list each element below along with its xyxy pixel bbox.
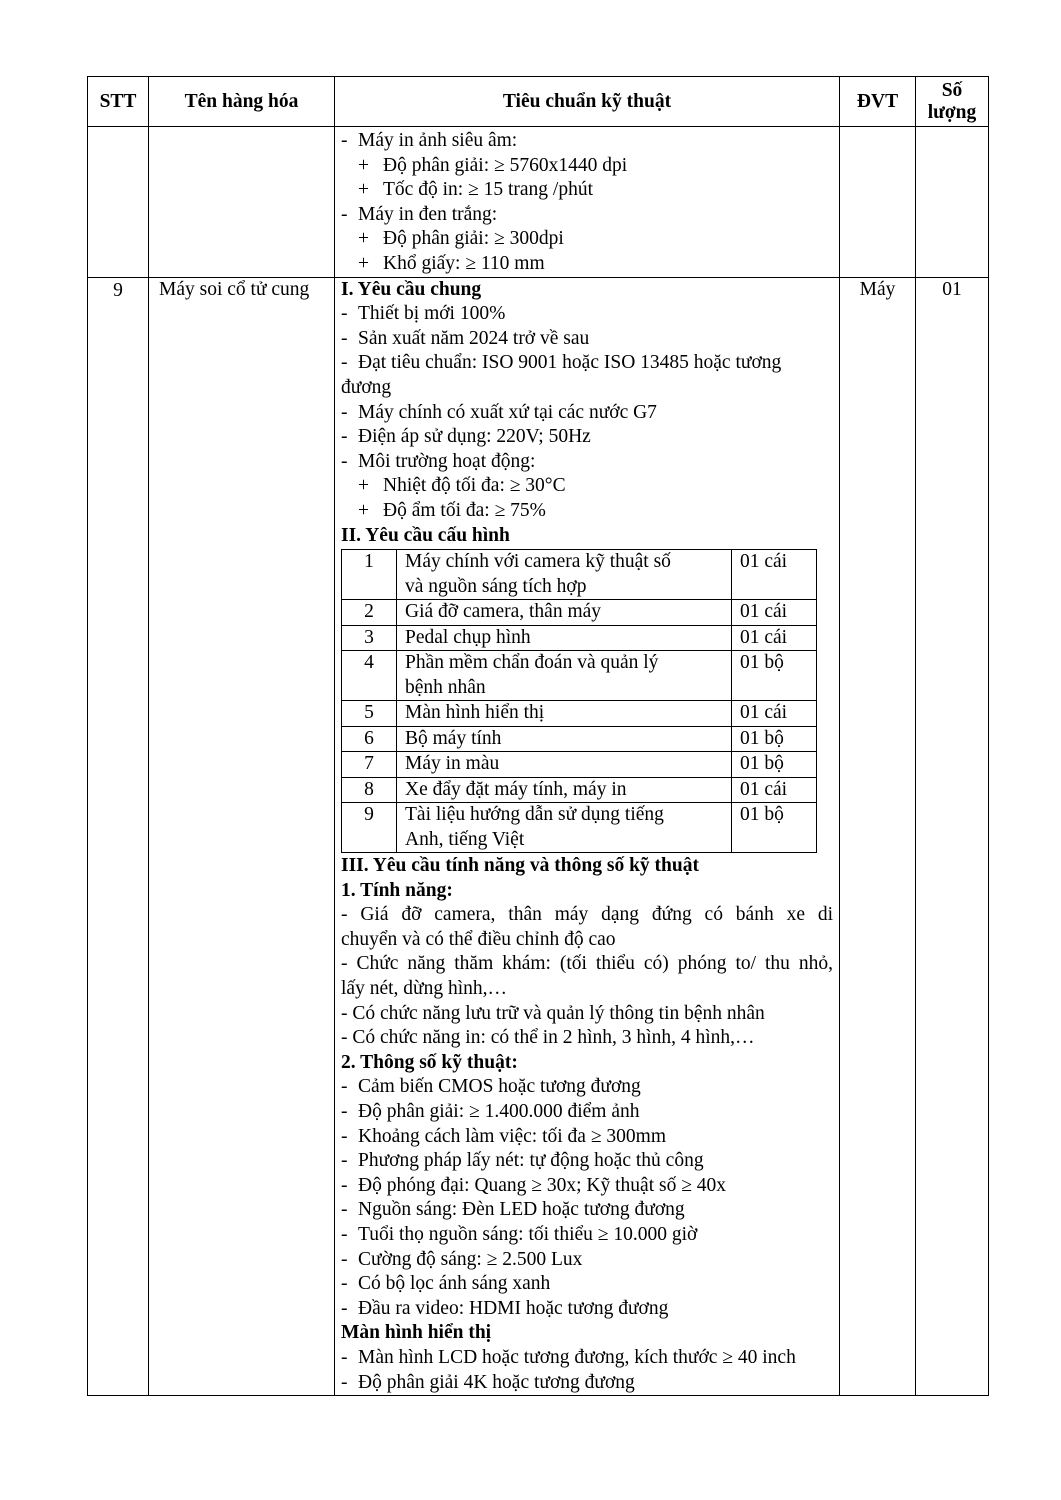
spec-table bbox=[87, 76, 989, 1396]
config-row bbox=[342, 752, 817, 778]
spec-line: - Đầu ra video: HDMI hoặc tương đương bbox=[341, 1297, 669, 1319]
config-item bbox=[397, 600, 732, 626]
header-qty-line2: lượng bbox=[927, 101, 977, 123]
feature-line: - Có chức năng lưu trữ và quản lý thông tin bệnh nhân bbox=[341, 1002, 765, 1024]
spec-line: - Máy in ảnh siêu âm: bbox=[341, 130, 518, 151]
feature-line: - Giá đỡ camera, thân máy dạng đứng có bánh xe di bbox=[341, 904, 833, 926]
config-item-line1: Tài liệu hướng dẫn sử dụng tiếng bbox=[405, 804, 664, 826]
section-title: I. Yêu cầu chung bbox=[341, 278, 482, 300]
config-item-line1: Màn hình hiển thị bbox=[405, 702, 545, 724]
config-row bbox=[342, 803, 817, 853]
spec-line: + Độ phân giải: ≥ 300dpi bbox=[358, 228, 564, 250]
feature-line-cont: chuyển và có thể điều chỉnh độ cao bbox=[341, 928, 616, 950]
config-item-line1: Giá đỡ camera, thân máy bbox=[405, 601, 602, 623]
spec-line: + Độ ẩm tối đa: ≥ 75% bbox=[358, 499, 546, 521]
header-name: Tên hàng hóa bbox=[149, 77, 335, 127]
config-qty: 01 bộ bbox=[732, 752, 817, 778]
config-item-line2: bệnh nhân bbox=[405, 676, 486, 698]
config-item-line1: Pedal chụp hình bbox=[405, 626, 531, 648]
header-unit: ĐVT bbox=[840, 77, 916, 127]
config-item bbox=[397, 726, 732, 752]
spec-line: - Phương pháp lấy nét: tự động hoặc thủ công bbox=[341, 1150, 704, 1172]
header-row bbox=[88, 77, 989, 127]
config-item bbox=[397, 625, 732, 651]
spec-line: - Thiết bị mới 100% bbox=[341, 303, 506, 325]
config-item-line1: Bộ máy tính bbox=[405, 727, 502, 749]
subsection-title: 2. Thông số kỹ thuật: bbox=[341, 1051, 518, 1073]
config-qty: 01 bộ bbox=[732, 726, 817, 752]
config-item-line1: Máy chính với camera kỹ thuật số bbox=[405, 551, 671, 573]
item-spec-cell bbox=[335, 277, 840, 1396]
spec-line: - Nguồn sáng: Đèn LED hoặc tương đương bbox=[341, 1199, 685, 1221]
config-qty: 01 bộ bbox=[732, 651, 817, 701]
config-qty: 01 cái bbox=[732, 550, 817, 600]
continuation-row bbox=[88, 127, 989, 278]
spec-line: - Sản xuất năm 2024 trở về sau bbox=[341, 327, 590, 349]
header-qty-line1: Số bbox=[941, 79, 963, 101]
config-qty: 01 cái bbox=[732, 777, 817, 803]
config-item-line2: Anh, tiếng Việt bbox=[405, 828, 525, 850]
feature-line: - Chức năng thăm khám: (tối thiểu có) phóng to/ thu nhỏ, bbox=[341, 953, 833, 975]
config-no: 4 bbox=[342, 651, 397, 701]
config-row bbox=[342, 600, 817, 626]
config-no: 3 bbox=[342, 625, 397, 651]
config-no: 5 bbox=[342, 701, 397, 727]
subsection-title: 1. Tính năng: bbox=[341, 879, 453, 901]
config-item-line1: Xe đẩy đặt máy tính, máy in bbox=[405, 778, 627, 800]
config-row bbox=[342, 701, 817, 727]
config-no: 8 bbox=[342, 777, 397, 803]
config-row bbox=[342, 550, 817, 600]
spec-line: - Có bộ lọc ánh sáng xanh bbox=[341, 1273, 551, 1295]
section-title: III. Yêu cầu tính năng và thông số kỹ thuật bbox=[341, 855, 699, 877]
config-no: 6 bbox=[342, 726, 397, 752]
spec-line: - Độ phân giải 4K hoặc tương đương bbox=[341, 1371, 635, 1393]
spec-line: + Nhiệt độ tối đa: ≥ 30°C bbox=[358, 475, 566, 497]
spec-line: - Khoảng cách làm việc: tối đa ≥ 300mm bbox=[341, 1125, 666, 1147]
item-unit: Máy bbox=[840, 277, 916, 1396]
config-qty: 01 cái bbox=[732, 600, 817, 626]
config-item bbox=[397, 701, 732, 727]
config-no: 2 bbox=[342, 600, 397, 626]
config-no: 7 bbox=[342, 752, 397, 778]
spec-line: - Cảm biến CMOS hoặc tương đương bbox=[341, 1076, 641, 1098]
section-title: II. Yêu cầu cấu hình bbox=[341, 524, 510, 546]
spec-line: - Tuổi thọ nguồn sáng: tối thiểu ≥ 10.000 giờ bbox=[341, 1224, 698, 1245]
header-spec: Tiêu chuẩn kỹ thuật bbox=[335, 77, 840, 127]
config-qty: 01 bộ bbox=[732, 803, 817, 853]
spec-line: - Màn hình LCD hoặc tương đương, kích thước ≥ 40 inch bbox=[341, 1346, 796, 1368]
continuation-spec-cell bbox=[335, 127, 840, 278]
item-stt: 9 bbox=[88, 277, 149, 1396]
header-qty bbox=[916, 77, 989, 127]
item-name: Máy soi cổ tử cung bbox=[149, 277, 335, 1396]
config-item bbox=[397, 651, 732, 701]
config-qty: 01 cái bbox=[732, 701, 817, 727]
config-row bbox=[342, 651, 817, 701]
spec-line: - Cường độ sáng: ≥ 2.500 Lux bbox=[341, 1248, 583, 1270]
header-stt: STT bbox=[88, 77, 149, 127]
spec-line-cont: đương bbox=[341, 376, 392, 398]
spec-line: - Độ phóng đại: Quang ≥ 30x; Kỹ thuật số ≥ 40x bbox=[341, 1174, 727, 1196]
item-row bbox=[88, 277, 989, 1396]
config-no: 9 bbox=[342, 803, 397, 853]
spec-line: - Máy chính có xuất xứ tại các nước G7 bbox=[341, 401, 657, 423]
spec-line: - Đạt tiêu chuẩn: ISO 9001 hoặc ISO 13485 hoặc tương bbox=[341, 352, 782, 374]
config-qty: 01 cái bbox=[732, 625, 817, 651]
spec-line: + Khổ giấy: ≥ 110 mm bbox=[358, 252, 545, 274]
config-no: 1 bbox=[342, 550, 397, 600]
spec-line: + Tốc độ in: ≥ 15 trang /phút bbox=[358, 179, 594, 201]
config-item bbox=[397, 550, 732, 600]
spec-line: - Môi trường hoạt động: bbox=[341, 450, 536, 472]
config-item-line2: và nguồn sáng tích hợp bbox=[405, 575, 587, 597]
spec-line: + Độ phân giải: ≥ 5760x1440 dpi bbox=[358, 154, 628, 176]
spec-line: - Điện áp sử dụng: 220V; 50Hz bbox=[341, 426, 591, 448]
config-item bbox=[397, 803, 732, 853]
config-item-line1: Phần mềm chẩn đoán và quản lý bbox=[405, 652, 659, 674]
config-item bbox=[397, 777, 732, 803]
config-item-line1: Máy in màu bbox=[405, 753, 500, 775]
config-table bbox=[341, 549, 817, 853]
config-item bbox=[397, 752, 732, 778]
config-row bbox=[342, 777, 817, 803]
config-row bbox=[342, 625, 817, 651]
config-row bbox=[342, 726, 817, 752]
feature-line: - Có chức năng in: có thể in 2 hình, 3 hình, 4 hình,… bbox=[341, 1027, 755, 1049]
item-qty: 01 bbox=[916, 277, 989, 1396]
feature-line-cont: lấy nét, dừng hình,… bbox=[341, 978, 508, 1000]
subsection-title: Màn hình hiển thị bbox=[341, 1322, 492, 1344]
spec-line: - Độ phân giải: ≥ 1.400.000 điểm ảnh bbox=[341, 1101, 640, 1123]
spec-line: - Máy in đen trắng: bbox=[341, 203, 498, 225]
